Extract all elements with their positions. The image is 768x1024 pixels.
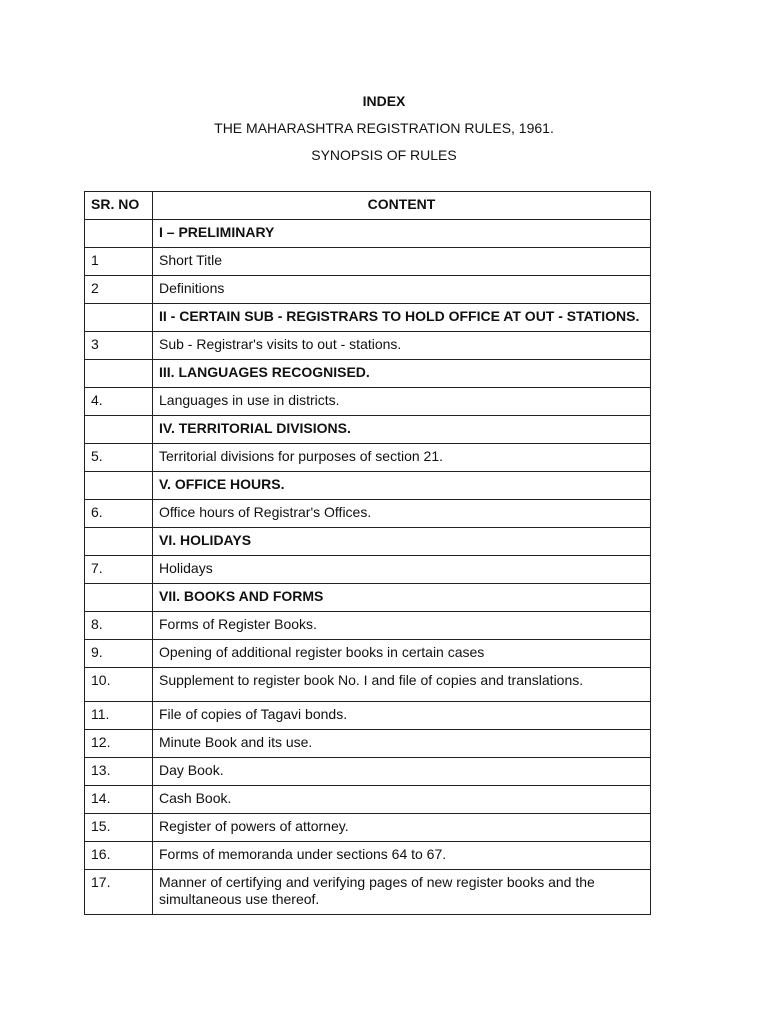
content-cell: Definitions xyxy=(153,276,651,304)
content-cell: Manner of certifying and verifying pages of new register books and the simultaneous use thereof. xyxy=(153,870,651,915)
content-cell: File of copies of Tagavi bonds. xyxy=(153,702,651,730)
sr-no-cell xyxy=(85,584,153,612)
table-row xyxy=(85,640,651,668)
content-column-header: CONTENT xyxy=(153,192,651,220)
table-row xyxy=(85,702,651,730)
content-cell: Territorial divisions for purposes of section 21. xyxy=(153,444,651,472)
content-cell: Short Title xyxy=(153,248,651,276)
sr-no-cell: 16. xyxy=(85,842,153,870)
index-heading: INDEX xyxy=(362,93,406,109)
sr-no-column-header: SR. NO xyxy=(85,192,153,220)
table-row xyxy=(85,500,651,528)
table-row xyxy=(85,332,651,360)
section-heading-row xyxy=(85,528,651,556)
content-cell: Day Book. xyxy=(153,758,651,786)
content-cell: Minute Book and its use. xyxy=(153,730,651,758)
sr-no-cell xyxy=(85,304,153,332)
section-heading-row xyxy=(85,220,651,248)
content-cell: Languages in use in districts. xyxy=(153,388,651,416)
sr-no-cell xyxy=(85,360,153,388)
table-row xyxy=(85,612,651,640)
table-row xyxy=(85,814,651,842)
table-row xyxy=(85,556,651,584)
table-row xyxy=(85,870,651,915)
sr-no-cell xyxy=(85,472,153,500)
table-row xyxy=(85,842,651,870)
sr-no-cell: 15. xyxy=(85,814,153,842)
sr-no-cell: 2 xyxy=(85,276,153,304)
document-title: THE MAHARASHTRA REGISTRATION RULES, 1961. xyxy=(214,120,554,136)
table-body xyxy=(85,220,651,915)
sr-no-cell: 1 xyxy=(85,248,153,276)
table-row xyxy=(85,730,651,758)
sr-no-cell: 3 xyxy=(85,332,153,360)
content-cell: Sub - Registrar's visits to out - stations. xyxy=(153,332,651,360)
section-heading-row xyxy=(85,360,651,388)
sr-no-cell: 17. xyxy=(85,870,153,915)
table-row xyxy=(85,276,651,304)
section-title-cell: V. OFFICE HOURS. xyxy=(153,472,651,500)
sr-no-cell: 12. xyxy=(85,730,153,758)
content-cell: Forms of Register Books. xyxy=(153,612,651,640)
content-cell: Cash Book. xyxy=(153,786,651,814)
table-header-row xyxy=(85,192,651,220)
table-row xyxy=(85,388,651,416)
sr-no-cell xyxy=(85,528,153,556)
table-row xyxy=(85,786,651,814)
sr-no-cell: 13. xyxy=(85,758,153,786)
rules-index-table xyxy=(84,191,651,915)
content-cell: Forms of memoranda under sections 64 to 67. xyxy=(153,842,651,870)
sr-no-cell: 5. xyxy=(85,444,153,472)
table-row xyxy=(85,668,651,702)
section-title-cell: II - CERTAIN SUB - REGISTRARS TO HOLD OFFICE AT OUT - STATIONS. xyxy=(153,304,651,332)
sr-no-cell xyxy=(85,220,153,248)
synopsis-heading: SYNOPSIS OF RULES xyxy=(311,147,457,163)
sr-no-cell: 9. xyxy=(85,640,153,668)
section-heading-row xyxy=(85,584,651,612)
content-cell: Holidays xyxy=(153,556,651,584)
section-title-cell: III. LANGUAGES RECOGNISED. xyxy=(153,360,651,388)
sr-no-cell: 7. xyxy=(85,556,153,584)
content-cell: Office hours of Registrar's Offices. xyxy=(153,500,651,528)
table-row xyxy=(85,758,651,786)
section-title-cell: VI. HOLIDAYS xyxy=(153,528,651,556)
sr-no-cell: 10. xyxy=(85,668,153,702)
sr-no-cell: 4. xyxy=(85,388,153,416)
sr-no-cell: 6. xyxy=(85,500,153,528)
section-heading-row xyxy=(85,472,651,500)
section-title-cell: I – PRELIMINARY xyxy=(153,220,651,248)
section-heading-row xyxy=(85,304,651,332)
sr-no-cell: 8. xyxy=(85,612,153,640)
section-title-cell: IV. TERRITORIAL DIVISIONS. xyxy=(153,416,651,444)
content-cell: Opening of additional register books in certain cases xyxy=(153,640,651,668)
sr-no-cell xyxy=(85,416,153,444)
content-cell: Register of powers of attorney. xyxy=(153,814,651,842)
sr-no-cell: 14. xyxy=(85,786,153,814)
sr-no-cell: 11. xyxy=(85,702,153,730)
section-heading-row xyxy=(85,416,651,444)
table-row xyxy=(85,444,651,472)
content-cell: Supplement to register book No. I and file of copies and translations. xyxy=(153,668,651,702)
table-row xyxy=(85,248,651,276)
section-title-cell: VII. BOOKS AND FORMS xyxy=(153,584,651,612)
